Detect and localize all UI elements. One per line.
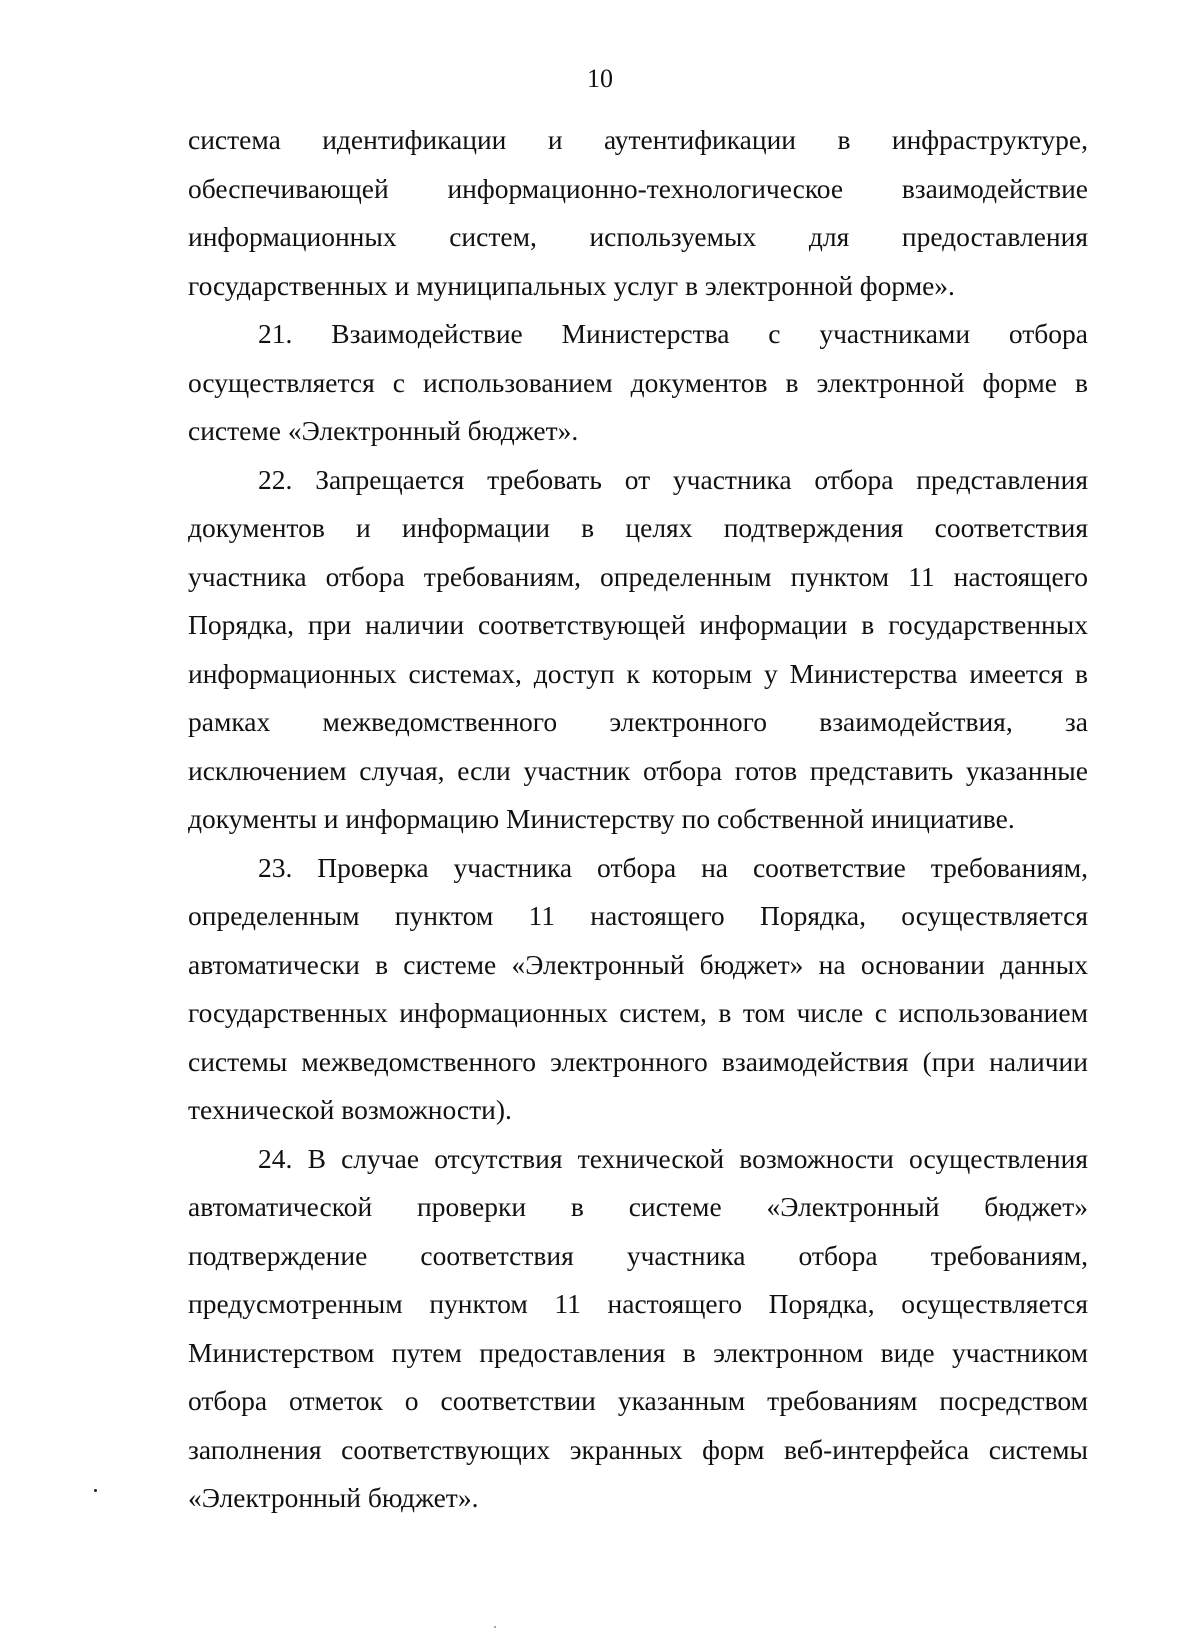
- text-line: автоматической проверки в системе «Электронный бюджет»: [188, 1191, 1088, 1222]
- text-line: обеспечивающей информационно-технологическое взаимодействие: [188, 172, 1088, 204]
- paragraph-continuation: [188, 116, 1088, 310]
- scan-speck: [494, 1626, 496, 1628]
- text-line: информационных системах, доступ к которым у Министерства имеется в: [188, 657, 1088, 689]
- text-line: исключением случая, если участник отбора готов представить указанные: [188, 754, 1088, 786]
- text-line: 23. Проверка участника отбора на соответствие требованиям,: [258, 851, 1088, 883]
- text-line: Министерством путем предоставления в электронном виде участником: [188, 1336, 1088, 1368]
- text-line: отбора отметок о соответствии указанным требованиям посредством: [188, 1385, 1088, 1416]
- page-number: 10: [587, 64, 613, 93]
- scan-speck: [94, 1489, 97, 1492]
- text-line: 24. В случае отсутствия технической возможности осуществления: [258, 1142, 1088, 1174]
- text-line: технической возможности).: [188, 1094, 512, 1125]
- text-line: системы межведомственного электронного взаимодействия (при наличии: [188, 1045, 1088, 1077]
- text-line: заполнения соответствующих экранных форм веб-интерфейса системы: [188, 1433, 1088, 1465]
- text-line: документы и информацию Министерству по собственной инициативе.: [188, 803, 1015, 834]
- text-line: системе «Электронный бюджет».: [188, 415, 579, 446]
- text-line: система идентификации и аутентификации в инфраструктуре,: [188, 124, 1088, 155]
- text-line: автоматически в системе «Электронный бюджет» на основании данных: [188, 948, 1088, 980]
- text-line: определенным пунктом 11 настоящего Порядка, осуществляется: [188, 900, 1088, 931]
- paragraph-21: [188, 310, 1088, 456]
- paragraph-23: [188, 844, 1088, 1135]
- document-body: [188, 116, 1088, 1523]
- text-line: предусмотренным пунктом 11 настоящего Порядка, осуществляется: [188, 1288, 1088, 1319]
- text-line: подтверждение соответствия участника отбора требованиям,: [188, 1239, 1088, 1271]
- text-line: 21. Взаимодействие Министерства с участниками отбора: [258, 318, 1088, 349]
- text-line: информационных систем, используемых для предоставления: [188, 221, 1088, 252]
- text-line: рамках межведомственного электронного взаимодействия, за: [188, 706, 1088, 737]
- paragraph-22: [188, 456, 1088, 844]
- text-line: осуществляется с использованием документов в электронной форме в: [188, 366, 1088, 398]
- text-line: «Электронный бюджет».: [188, 1482, 479, 1513]
- text-line: 22. Запрещается требовать от участника отбора представления: [258, 463, 1088, 495]
- paragraph-24: [188, 1135, 1088, 1523]
- text-line: документов и информации в целях подтверждения соответствия: [188, 512, 1088, 543]
- text-line: государственных информационных систем, в том числе с использованием: [188, 997, 1088, 1028]
- text-line: государственных и муниципальных услуг в электронной форме».: [188, 269, 955, 301]
- text-line: Порядка, при наличии соответствующей информации в государственных: [188, 609, 1088, 640]
- text-line: участника отбора требованиям, определенным пунктом 11 настоящего: [188, 560, 1088, 592]
